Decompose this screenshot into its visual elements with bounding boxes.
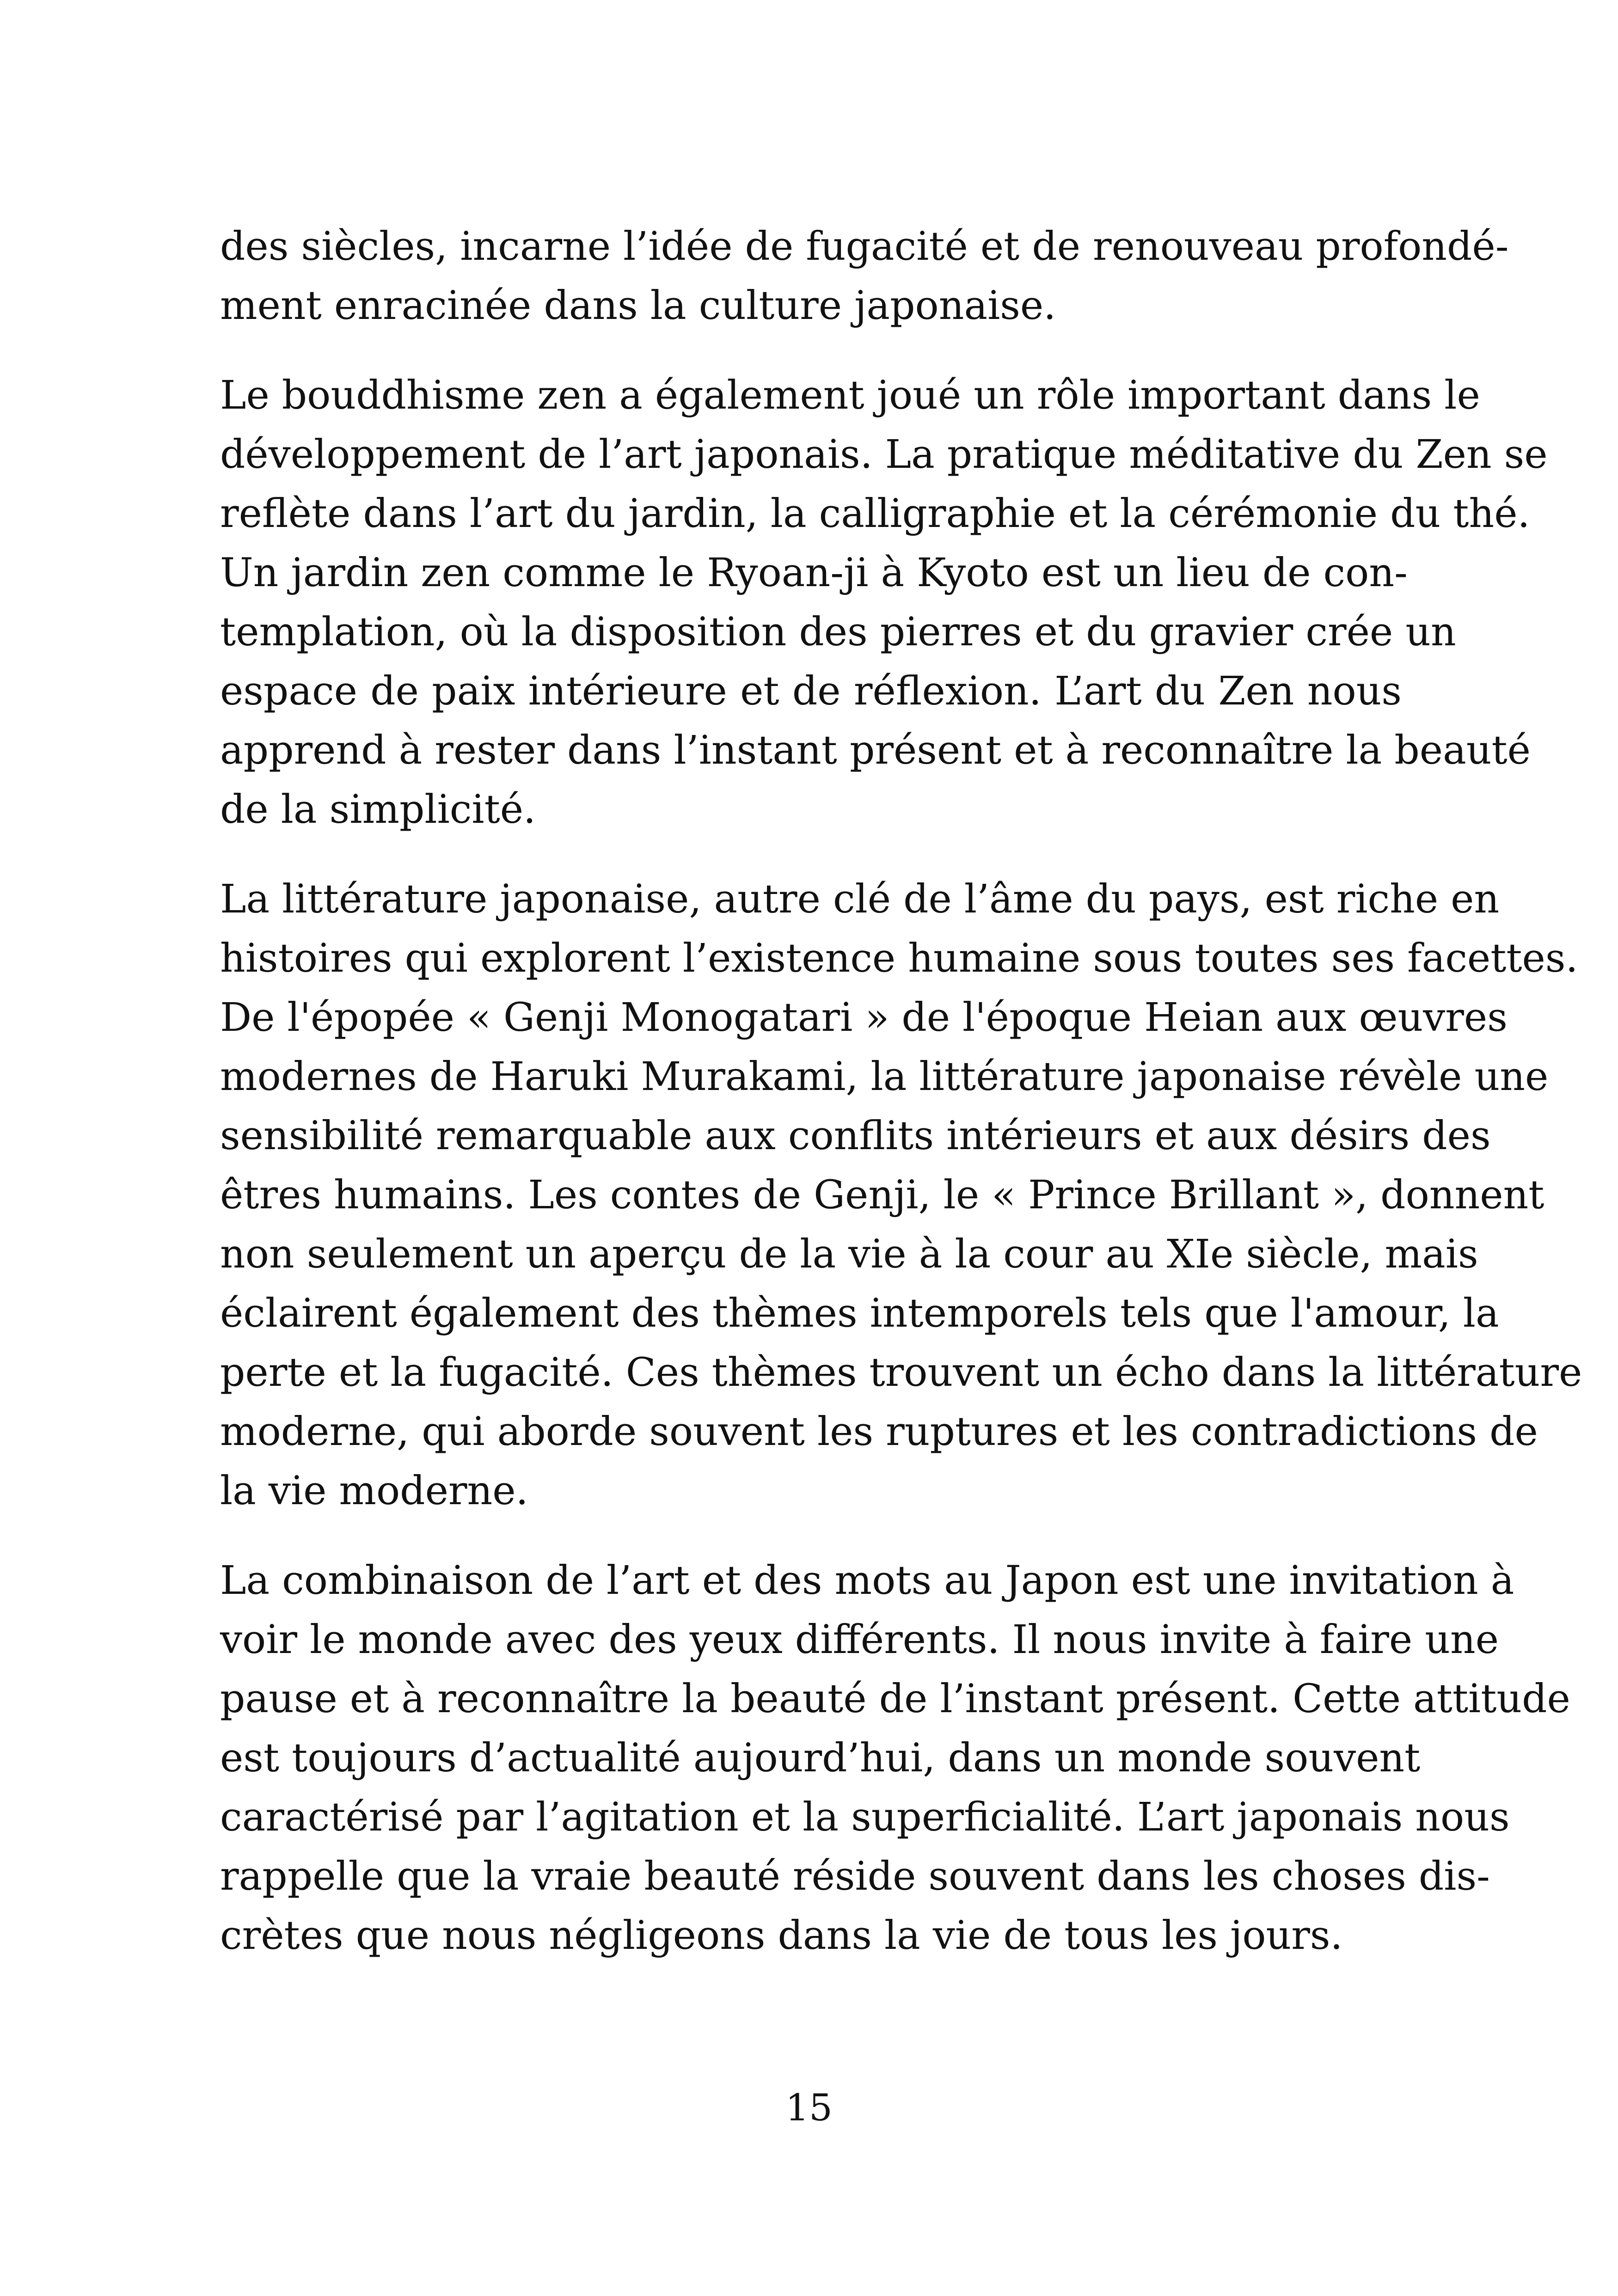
text-line: voir le monde avec des yeux différents. Il nous invite à faire une [220,1617,1499,1663]
text-line: histoires qui explorent l’existence humaine sous toutes ses facettes. [220,936,1578,981]
text-line: des siècles, incarne l’idée de fugacité et de renouveau profondé- [220,224,1509,269]
page-number: 15 [785,2086,833,2129]
paragraph-3 [220,870,1582,1521]
text-line: ment enracinée dans la culture japonaise. [220,283,1056,329]
text-line: crètes que nous négligeons dans la vie de tous les jours. [220,1913,1343,1959]
text-line: espace de paix intérieure et de réflexion. L’art du Zen nous [220,668,1402,714]
text-line: est toujours d’actualité aujourd’hui, dans un monde souvent [220,1735,1421,1781]
text-line: Le bouddhisme zen a également joué un rôle important dans le [220,373,1480,418]
text-line: pause et à reconnaître la beauté de l’instant présent. Cette attitude [220,1676,1570,1722]
text-line: moderne, qui aborde souvent les ruptures et les contradictions de [220,1409,1538,1455]
text-line: templation, où la disposition des pierres et du gravier crée un [220,609,1456,655]
text-line: sensibilité remarquable aux conflits intérieurs et aux désirs des [220,1113,1491,1159]
text-line: caractérisé par l’agitation et la superficialité. L’art japonais nous [220,1794,1510,1840]
body-text [220,217,1582,1996]
text-line: la vie moderne. [220,1468,528,1514]
text-line: développement de l’art japonais. La pratique méditative du Zen se [220,432,1548,478]
text-line: reflète dans l’art du jardin, la calligraphie et la cérémonie du thé. [220,491,1530,537]
text-line: non seulement un aperçu de la vie à la cour au XIe siècle, mais [220,1231,1478,1277]
text-line: De l'épopée « Genji Monogatari » de l'époque Heian aux œuvres [220,995,1508,1041]
text-line: modernes de Haruki Murakami, la littérature japonaise révèle une [220,1054,1549,1100]
paragraph-2 [220,366,1548,839]
text-line: La littérature japonaise, autre clé de l’âme du pays, est riche en [220,876,1500,922]
text-line: La combinaison de l’art et des mots au Japon est une invitation à [220,1558,1514,1604]
paragraph-1 [220,217,1509,336]
text-line: Un jardin zen comme le Ryoan-ji à Kyoto est un lieu de con- [220,550,1408,596]
text-line: de la simplicité. [220,787,536,833]
text-line: perte et la fugacité. Ces thèmes trouvent un écho dans la littérature [220,1350,1582,1396]
text-line: éclairent également des thèmes intemporels tels que l'amour, la [220,1291,1499,1336]
text-line: rappelle que la vraie beauté réside souvent dans les choses dis- [220,1854,1490,1899]
text-line: êtres humains. Les contes de Genji, le « Prince Brillant », donnent [220,1172,1544,1218]
paragraph-4 [220,1551,1570,1965]
text-line: apprend à rester dans l’instant présent et à reconnaître la beauté [220,728,1531,773]
